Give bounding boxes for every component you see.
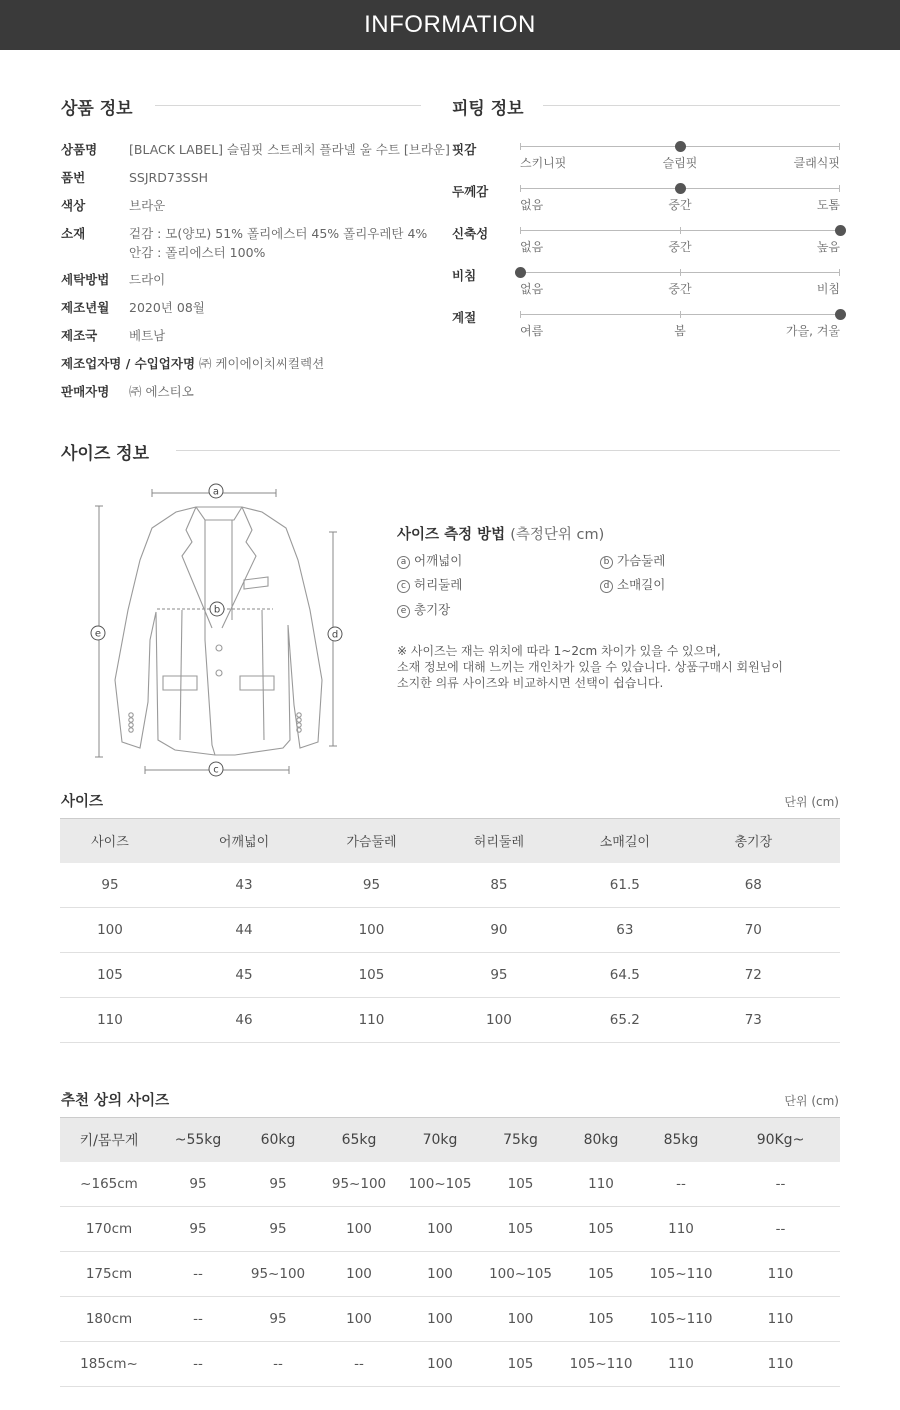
measure-item-label: 총기장 xyxy=(414,602,451,617)
table-header-cell: 80kg xyxy=(561,1118,641,1162)
table-cell: 105 xyxy=(60,953,160,998)
marker-d xyxy=(328,627,342,641)
table-header-cell: 75kg xyxy=(480,1118,561,1162)
fitting-option: 봄 xyxy=(674,324,686,338)
fitting-option: 여름 xyxy=(520,324,544,338)
table-row xyxy=(60,863,840,908)
marker-circle: e xyxy=(397,605,410,618)
scale-tick xyxy=(520,311,521,318)
fitting-indicator xyxy=(515,267,526,278)
table-row xyxy=(60,1162,840,1207)
table-cell: 105 xyxy=(480,1207,561,1252)
measure-method-title: 사이즈 측정 방법 (측정단위 cm) xyxy=(397,527,605,543)
table-row xyxy=(60,953,840,998)
table-header-cell: 70kg xyxy=(400,1118,480,1162)
table-header-cell: ~55kg xyxy=(158,1118,238,1162)
table-cell: ~165cm xyxy=(60,1162,158,1207)
table-header-cell: 90Kg~ xyxy=(721,1118,840,1162)
table-cell: 180cm xyxy=(60,1297,158,1342)
table-header-cell: 60kg xyxy=(238,1118,318,1162)
table-header-cell: 사이즈 xyxy=(60,819,160,863)
table-header-cell: 소매길이 xyxy=(583,819,667,863)
rec-table-unit: 단위 (cm) xyxy=(784,1094,839,1108)
table-cell: 110 xyxy=(60,998,160,1043)
table-cell: -- xyxy=(158,1252,238,1297)
scale-tick xyxy=(839,143,840,150)
table-cell: 90 xyxy=(415,908,583,953)
fitting-label: 핏감 xyxy=(452,142,477,157)
table-row xyxy=(60,1207,840,1252)
fitting-option: 중간 xyxy=(668,198,692,212)
table-cell: 95~100 xyxy=(238,1252,318,1297)
table-cell: -- xyxy=(158,1297,238,1342)
table-cell: 64.5 xyxy=(583,953,667,998)
marker-circle: a xyxy=(397,556,410,569)
table-cell: 95 xyxy=(60,863,160,908)
product-info-label: 판매자명 xyxy=(61,384,110,399)
product-info-value xyxy=(129,196,165,215)
table-cell: 61.5 xyxy=(583,863,667,908)
table-cell: 100 xyxy=(60,908,160,953)
scale-tick xyxy=(839,185,840,192)
product-info-value-line: ㈜ 에스티오 xyxy=(129,384,194,399)
table-cell: 110 xyxy=(641,1342,721,1387)
table-header-cell: 가슴둘레 xyxy=(328,819,415,863)
table-cell: 65.2 xyxy=(583,998,667,1043)
fitting-scale xyxy=(520,146,840,147)
table-cell: 100 xyxy=(400,1207,480,1252)
scale-tick xyxy=(680,311,681,318)
marker-a xyxy=(209,484,223,498)
table-cell: 95 xyxy=(415,953,583,998)
svg-text:a: a xyxy=(212,486,220,498)
table-cell: 105 xyxy=(561,1207,641,1252)
table-header-cell: 65kg xyxy=(318,1118,400,1162)
fitting-row xyxy=(452,224,842,264)
table-cell: 105~110 xyxy=(641,1297,721,1342)
table-cell: 100 xyxy=(480,1297,561,1342)
product-info-value-line: SSJRD73SSH xyxy=(129,170,209,185)
fitting-scale xyxy=(520,230,840,231)
size-note: ※ 사이즈는 재는 위치에 따라 1~2cm 차이가 있을 수 있으며, 소재 정보에 대해 느끼는 개인차가 있을 수 있습니다. 상품구매시 회원님이 소지한 의류 사이즈와 비교하시면 선택이 쉽습니다. xyxy=(397,644,783,690)
table-cell: 105 xyxy=(328,953,415,998)
table-cell: 43 xyxy=(160,863,328,908)
svg-text:b: b xyxy=(213,604,221,616)
fitting-option: 슬림핏 xyxy=(662,156,698,170)
fitting-option: 없음 xyxy=(520,282,544,296)
product-info-label: 제조년월 xyxy=(61,300,110,315)
table-header-cell: 허리둘레 xyxy=(415,819,583,863)
table-cell: 95 xyxy=(158,1162,238,1207)
fitting-option: 중간 xyxy=(668,240,692,254)
fitting-row xyxy=(452,182,842,222)
table-cell: -- xyxy=(318,1342,400,1387)
table-cell: 105~110 xyxy=(561,1342,641,1387)
table-cell: 105~110 xyxy=(641,1252,721,1297)
fitting-indicator xyxy=(675,183,686,194)
fitting-scale xyxy=(520,272,840,273)
information-header: INFORMATION xyxy=(0,0,900,50)
product-info-value-line: 안감 : 폴리에스터 100% xyxy=(129,245,266,260)
fitting-label: 신축성 xyxy=(452,226,489,241)
product-info-label: 제조업자명 / 수입업자명 xyxy=(61,356,196,371)
product-info-divider xyxy=(155,105,421,106)
svg-text:e: e xyxy=(94,628,102,640)
fitting-option: 클래식핏 xyxy=(793,156,840,170)
table-cell: -- xyxy=(158,1342,238,1387)
product-info-value xyxy=(199,354,324,373)
measure-item-e xyxy=(397,600,450,618)
fitting-row xyxy=(452,308,842,348)
table-header-cell: 키/몸무게 xyxy=(60,1118,158,1162)
table-cell: 185cm~ xyxy=(60,1342,158,1387)
measure-item-label: 허리둘레 xyxy=(414,577,463,592)
table-cell: 175cm xyxy=(60,1252,158,1297)
marker-e xyxy=(91,626,105,640)
product-info-value xyxy=(129,298,205,317)
product-info-label: 제조국 xyxy=(61,328,98,343)
size-table-unit: 단위 (cm) xyxy=(784,795,839,809)
product-info-value xyxy=(129,382,194,401)
size-info-title: 사이즈 정보 xyxy=(61,444,150,464)
table-cell: -- xyxy=(238,1342,318,1387)
recommended-size-table xyxy=(60,1117,840,1387)
table-cell: -- xyxy=(641,1162,721,1207)
table-cell: 100~105 xyxy=(400,1162,480,1207)
product-info-value-line: ㈜ 케이에이치씨컬렉션 xyxy=(199,356,325,371)
product-info-value-line: 브라운 xyxy=(129,198,166,213)
marker-b xyxy=(210,602,224,616)
fitting-scale xyxy=(520,314,840,315)
measure-item-b xyxy=(600,551,665,569)
fitting-indicator xyxy=(675,141,686,152)
marker-circle: b xyxy=(600,556,613,569)
table-cell: 110 xyxy=(721,1297,840,1342)
table-header-cell: 어깨넓이 xyxy=(160,819,328,863)
fitting-option: 비침 xyxy=(816,282,840,296)
svg-text:d: d xyxy=(331,629,339,641)
table-cell: 105 xyxy=(561,1252,641,1297)
fitting-label: 두께감 xyxy=(452,184,489,199)
table-cell: 105 xyxy=(561,1297,641,1342)
fitting-row xyxy=(452,140,842,180)
table-cell: 100~105 xyxy=(480,1252,561,1297)
fitting-option: 높음 xyxy=(816,240,840,254)
table-cell: 100 xyxy=(318,1252,400,1297)
table-cell: 95~100 xyxy=(318,1162,400,1207)
scale-tick xyxy=(520,143,521,150)
scale-tick xyxy=(680,227,681,234)
table-cell: 110 xyxy=(721,1252,840,1297)
table-row xyxy=(60,1297,840,1342)
table-cell: 110 xyxy=(561,1162,641,1207)
table-cell: 73 xyxy=(667,998,840,1043)
table-cell: 100 xyxy=(318,1297,400,1342)
table-cell: 100 xyxy=(400,1342,480,1387)
fitting-label: 계절 xyxy=(452,310,477,325)
product-info-value xyxy=(129,140,450,159)
product-info-value-line: 드라이 xyxy=(129,272,166,287)
product-info-label: 품번 xyxy=(61,170,86,185)
table-cell: 63 xyxy=(583,908,667,953)
measure-item-a xyxy=(397,551,462,569)
table-cell: 45 xyxy=(160,953,328,998)
product-info-label: 소재 xyxy=(61,226,86,241)
product-info-label: 색상 xyxy=(61,198,86,213)
table-cell: 95 xyxy=(158,1207,238,1252)
product-info-value-line: 겉감 : 모(양모) 51% 폴리에스터 45% 폴리우레탄 4% xyxy=(129,226,428,241)
product-info-value xyxy=(129,270,165,289)
table-cell: 100 xyxy=(400,1252,480,1297)
table-cell: 100 xyxy=(415,998,583,1043)
table-cell: 72 xyxy=(667,953,840,998)
table-cell: -- xyxy=(721,1207,840,1252)
size-info-divider xyxy=(176,450,840,451)
product-info-label: 세탁방법 xyxy=(61,272,110,287)
marker-circle: d xyxy=(600,580,613,593)
fitting-option: 도톰 xyxy=(816,198,840,212)
fitting-scale xyxy=(520,188,840,189)
product-info-value-line: 베트남 xyxy=(129,328,166,343)
product-info-value-line: 2020년 08월 xyxy=(129,300,205,315)
measure-item-d xyxy=(600,575,665,593)
table-cell: 95 xyxy=(238,1297,318,1342)
table-header-cell: 85kg xyxy=(641,1118,721,1162)
scale-tick xyxy=(520,185,521,192)
jacket-diagram xyxy=(85,480,355,780)
table-row xyxy=(60,1252,840,1297)
fitting-option: 스키니핏 xyxy=(520,156,567,170)
rec-table-title: 추천 상의 사이즈 xyxy=(61,1093,170,1109)
fitting-info-divider xyxy=(543,105,840,106)
product-info-label: 상품명 xyxy=(61,142,98,157)
table-cell: 95 xyxy=(238,1207,318,1252)
table-cell: 110 xyxy=(328,998,415,1043)
measure-item-label: 소매길이 xyxy=(617,577,666,592)
scale-tick xyxy=(839,269,840,276)
fitting-indicator xyxy=(835,309,846,320)
table-cell: 95 xyxy=(238,1162,318,1207)
measure-item-label: 어깨넓이 xyxy=(414,553,463,568)
fitting-option: 가을, 겨울 xyxy=(786,324,840,338)
marker-circle: c xyxy=(397,580,410,593)
table-cell: 105 xyxy=(480,1162,561,1207)
product-info-value xyxy=(129,168,208,187)
measure-item-label: 가슴둘레 xyxy=(617,553,666,568)
marker-c xyxy=(209,762,223,776)
table-cell: 105 xyxy=(480,1342,561,1387)
product-info-title: 상품 정보 xyxy=(61,99,133,119)
fitting-info-title: 피팅 정보 xyxy=(452,99,524,119)
measure-item-c xyxy=(397,575,462,593)
table-cell: 100 xyxy=(318,1207,400,1252)
fitting-option: 중간 xyxy=(668,282,692,296)
fitting-option: 없음 xyxy=(520,240,544,254)
fitting-option: 없음 xyxy=(520,198,544,212)
table-cell: 100 xyxy=(328,908,415,953)
table-row xyxy=(60,908,840,953)
product-info-value xyxy=(129,326,165,345)
table-row xyxy=(60,1342,840,1387)
size-table-title: 사이즈 xyxy=(61,794,104,810)
table-cell: -- xyxy=(721,1162,840,1207)
table-cell: 70 xyxy=(667,908,840,953)
table-cell: 44 xyxy=(160,908,328,953)
scale-tick xyxy=(680,269,681,276)
table-row xyxy=(60,998,840,1043)
table-cell: 110 xyxy=(721,1342,840,1387)
table-cell: 100 xyxy=(400,1297,480,1342)
fitting-label: 비침 xyxy=(452,268,477,283)
svg-text:c: c xyxy=(213,764,219,776)
table-cell: 68 xyxy=(667,863,840,908)
size-table xyxy=(60,818,840,1043)
table-cell: 110 xyxy=(641,1207,721,1252)
table-cell: 46 xyxy=(160,998,328,1043)
table-header-cell: 총기장 xyxy=(667,819,840,863)
table-cell: 170cm xyxy=(60,1207,158,1252)
table-cell: 95 xyxy=(328,863,415,908)
fitting-row xyxy=(452,266,842,306)
product-info-value xyxy=(129,224,427,262)
scale-tick xyxy=(520,227,521,234)
table-cell: 85 xyxy=(415,863,583,908)
product-info-value-line: [BLACK LABEL] 슬림핏 스트레치 플라넬 울 수트 [브라운] xyxy=(129,142,450,157)
fitting-indicator xyxy=(835,225,846,236)
